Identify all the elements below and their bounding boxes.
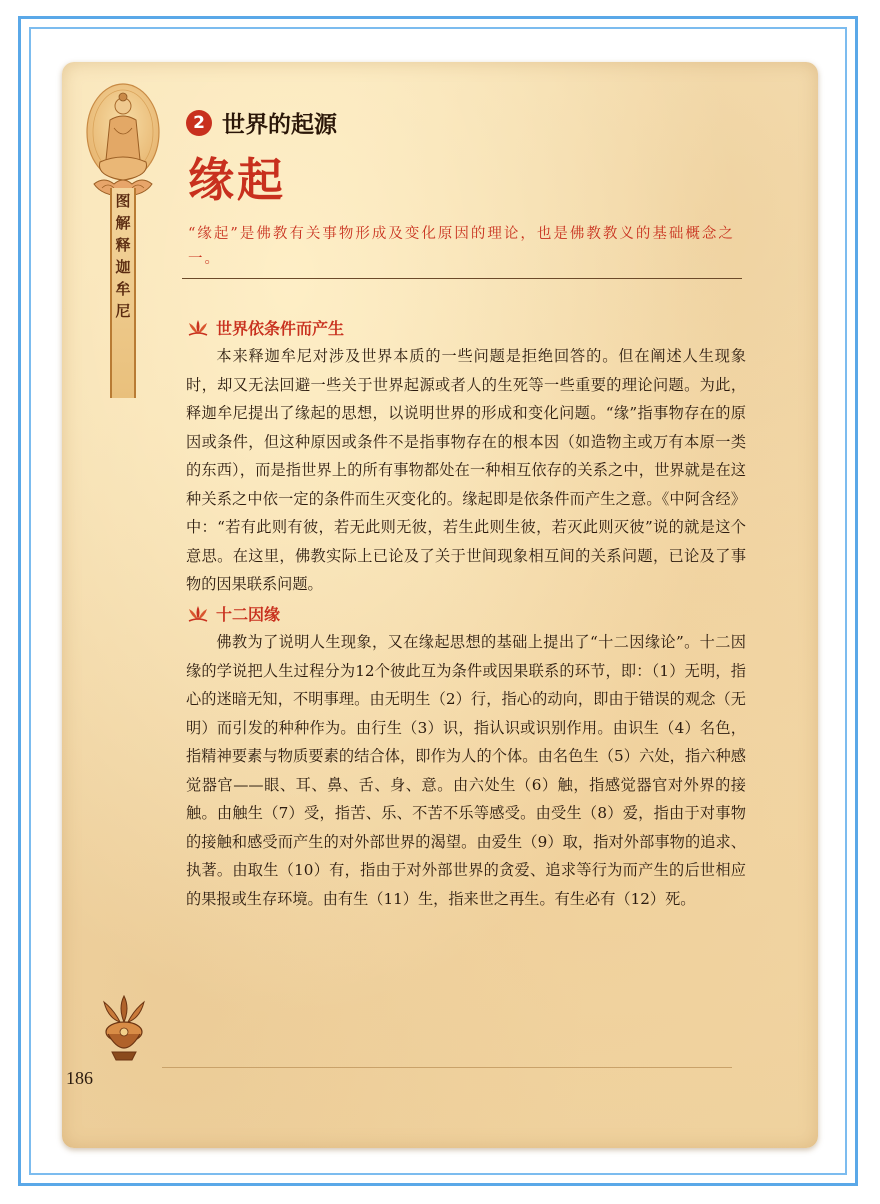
book-title-char: 尼	[115, 302, 131, 320]
page-number: 186	[66, 1068, 93, 1088]
intro-text: “缘起”是佛教有关事物形成及变化原因的理论，也是佛教教义的基础概念之一。	[188, 226, 735, 267]
lotus-icon	[186, 604, 210, 624]
section-heading: 世界依条件而产生	[216, 319, 345, 338]
book-title-char: 图	[115, 192, 131, 210]
section-number-badge: 2	[186, 110, 212, 136]
section-heading: 十二因缘	[216, 605, 281, 624]
book-page	[62, 62, 818, 1148]
section-paragraph: 佛教为了说明人生现象，又在缘起思想的基础上提出了“十二因缘论”。十二因缘的学说把人生过程分为12个彼此互为条件或因果联系的环节，即：（1）无明，指心的迷暗无知，不明事理。由无明生（2）行，指心的动向，即由于错误的观念（无明）而引发的种种作为。由行生（3）识，指认识或识别作用。由识生（4）名色，指精神要素与物质要素的结合体，即作为人的个体。由名色生（5）六处，指六种感觉器官——眼、耳、鼻、舌、身、意。由六处生（6）触，指感觉器官对外界的接触。由触生（7）受，指苦、乐、不苦不乐等感受。由受生（8）爱，指由于对事物的接触和感受而产生的对外部世界的渴望。由爱生（9）取，指对外部事物的追求、执著。由取生（10）有，指由于对外部世界的贪爱、追求等行为而产生的后世相应的果报或生存环境。由有生（11）生，指来世之再生。有生必有（12）死。	[186, 633, 746, 908]
footer-rule	[162, 1067, 732, 1068]
book-title-vertical	[110, 188, 136, 398]
chapter-subtitle: 世界的起源	[222, 112, 337, 138]
title-divider	[182, 278, 742, 279]
section-heading-row	[186, 602, 280, 625]
chapter-subtitle-row	[186, 106, 337, 139]
book-title-char: 释	[115, 236, 131, 254]
lotus-icon	[186, 318, 210, 338]
book-title-char: 解	[115, 214, 131, 232]
section-heading-row	[186, 316, 344, 339]
page-title: 缘起	[188, 153, 286, 207]
book-title-char: 迦	[115, 258, 131, 276]
section-paragraph: 本来释迦牟尼对涉及世界本质的一些问题是拒绝回答的。但在阐述人生现象时，却又无法回避一些关于世界起源或者人的生死等一些重要的理论问题。为此，释迦牟尼提出了缘起的思想，以说明世界的形成和变化问题。“缘”指事物存在的原因或条件，但这种原因或条件不是指事物存在的根本因（如造物主或万有本原一类的东西），而是指世界上的所有事物都处在一种相互依存的关系之中，世界就是在这种关系之中依一定的条件而生灭变化的。缘起即是依条件而产生之意。《中阿含经》中：“若有此则有彼，若无此则无彼，若生此则生彼，若灭此则灭彼”说的就是这个意思。在这里，佛教实际上已论及了关于世间现象相互间的关系问题，已论及了事物的因果联系问题。	[186, 347, 746, 593]
ornament-icon	[96, 992, 152, 1064]
book-title-char: 牟	[115, 280, 131, 298]
